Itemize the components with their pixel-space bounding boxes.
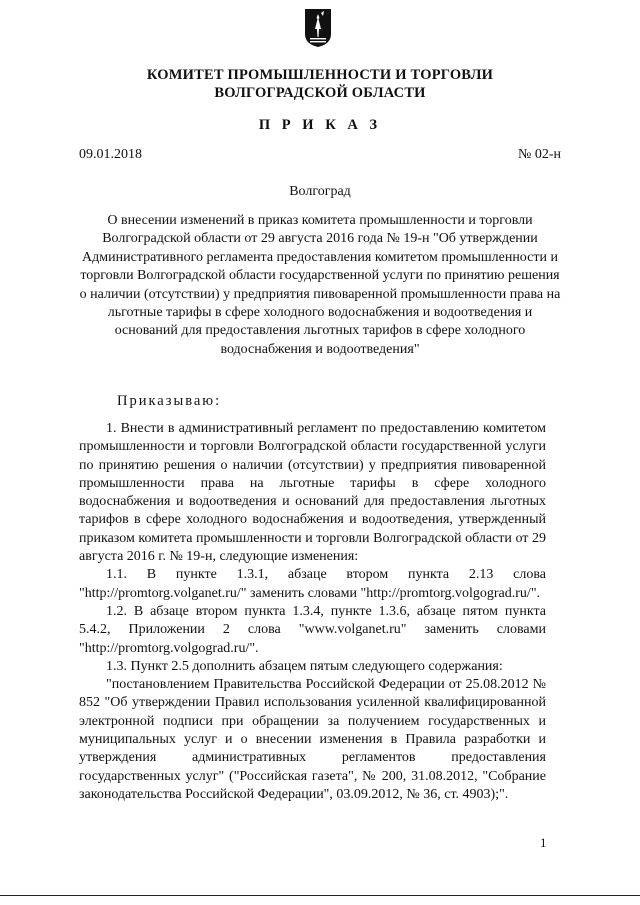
paragraph-1-3: 1.3. Пункт 2.5 дополнить абзацем пятым следующего содержания: xyxy=(106,658,503,674)
order-number: № 02-н xyxy=(517,147,561,162)
bottom-divider xyxy=(0,895,640,896)
coat-of-arms-emblem xyxy=(303,8,333,48)
document-type-title: П Р И К А З xyxy=(258,117,382,133)
order-body xyxy=(79,420,546,804)
order-date: 09.01.2018 xyxy=(79,147,142,162)
paragraph-1-1: 1.1. В пункте 1.3.1, абзаце втором пункта 2.13 слова "http://promtorg.volganet.ru/" заменить словами "http://promtorg.volgograd.ru/". xyxy=(79,567,546,601)
paragraph-1: 1. Внести в административный регламент по предоставлению комитетом промышленности и торговли Волгоградской области государственной услуги по принятию решения о наличии (отсутствии) у предприятия пивоваренной промышленности права на льготные тарифы в сфере холодного водоснабжения и водоотведения и оснований для предоставления льготных тарифов в сфере холодного водоснабжения и водоотведения, утвержденный приказом комитета промышленности и торговли Волгоградской области от 29 августа 2016 г. № 19-н, следующие изменения: xyxy=(79,421,546,565)
quoted-paragraph: "постановлением Правительства Российской Федерации от 25.08.2012 № 852 "Об утверждении Правил использования усиленной квалифицированной электронной подписи при обращении за получением государственных и муниципальных услуг и о внесении изменения в Правила разработки и утверждения административных регламентов предоставления государственных услуг" ("Российская газета", № 200, 31.08.2012, "Собрание законодательства Российской Федерации", 03.09.2012, № 36, ст. 4903);". xyxy=(79,677,546,802)
city-name: Волгоград xyxy=(289,184,351,199)
order-subject: О внесении изменений в приказ комитета промышленности и торговли Волгоградской области от 29 августа 2016 года № 19-н "Об утверждении Административного регламента предоставления комитетом промышленности и торговли Волгоградской области государственной услуги по принятию решения о наличии (отсутствии) у предприятия пивоваренной промышленности права на льготные тарифы в сфере холодного водоснабжения и водоотведения и оснований для предоставления льготных тарифов в сфере холодного водоснабжения и водоотведения" xyxy=(79,213,561,357)
organization-name-line2: ВОЛГОГРАДСКОЙ ОБЛАСТИ xyxy=(214,85,426,101)
organization-name-line1: КОМИТЕТ ПРОМЫШЛЕННОСТИ И ТОРГОВЛИ xyxy=(146,67,494,83)
order-directive: Приказываю: xyxy=(117,393,222,409)
paragraph-1-2: 1.2. В абзаце втором пункта 1.3.4, пункте 1.3.6, абзаце пятом пункта 5.4.2, Приложении 2 слова "www.volganet.ru" заменить словами "http://promtorg.volgograd.ru/". xyxy=(79,603,546,656)
shield-icon xyxy=(303,8,333,48)
page-number: 1 xyxy=(540,835,547,850)
